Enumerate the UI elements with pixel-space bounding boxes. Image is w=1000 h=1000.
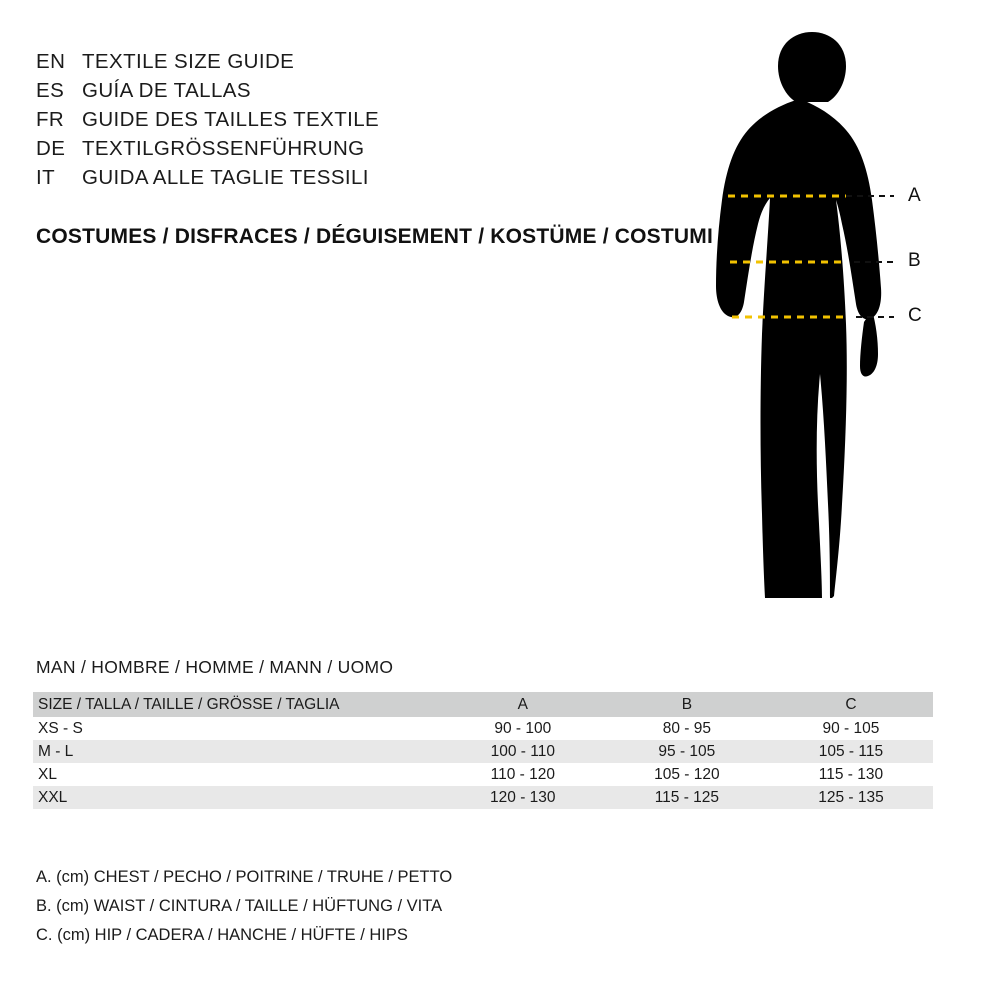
cell-b: 80 - 95 [662,719,711,737]
footnote-b: B. (cm) WAIST / CINTURA / TAILLE / HÜFTUNG / VITA [36,897,443,915]
table-row [33,763,933,786]
language-list [36,50,656,195]
language-code: IT [36,166,56,189]
cell-b: 95 - 105 [658,742,716,760]
footnote-list [36,863,452,950]
marker-label-a: A [908,185,921,206]
language-row [36,79,656,108]
table-body [33,717,933,809]
table-header [33,692,933,717]
cell-size: M - L [38,742,74,760]
cell-a: 100 - 110 [490,742,555,760]
cell-a: 110 - 120 [490,765,555,783]
cell-size: XL [38,765,57,783]
column-header-size: SIZE / TALLA / TAILLE / GRÖSSE / TAGLIA [38,695,340,713]
marker-label-c: C [908,305,922,326]
column-header-b: B [681,695,693,713]
cell-c: 105 - 115 [818,742,884,760]
language-text: TEXTILGRÖSSENFÜHRUNG [82,137,365,160]
column-header-c: C [845,695,857,713]
table-header-row [33,692,933,717]
cell-size: XXL [38,788,68,806]
cell-c: 115 - 130 [818,765,884,783]
marker-label-b: B [908,250,921,271]
language-row [36,137,656,166]
cell-c: 90 - 105 [822,719,880,737]
table-row [33,717,933,740]
cell-b: 105 - 120 [654,765,720,783]
language-text: GUIDE DES TAILLES TEXTILE [82,108,380,131]
cell-a: 90 - 100 [494,719,552,737]
cell-a: 120 - 130 [490,788,556,806]
language-code: ES [36,79,65,102]
body-silhouette-figure [660,24,980,624]
language-code: DE [36,137,66,160]
language-row [36,108,656,137]
language-row [36,166,656,195]
category-line: COSTUMES / DISFRACES / DÉGUISEMENT / KOSTÜME / COSTUMI [36,225,714,248]
column-header-a: A [517,695,528,713]
language-text: GUIDA ALLE TAGLIE TESSILI [82,166,369,189]
silhouette-icon [660,24,980,624]
cell-b: 115 - 125 [654,788,720,806]
size-table [33,692,933,809]
language-text: TEXTILE SIZE GUIDE [82,50,295,73]
cell-size: XS - S [38,719,83,737]
language-code: FR [36,108,65,131]
language-code: EN [36,50,66,73]
language-row [36,50,656,79]
footnote-a: A. (cm) CHEST / PECHO / POITRINE / TRUHE / PETTO [36,868,453,886]
table-row [33,786,933,809]
cell-c: 125 - 135 [818,788,884,806]
language-text: GUÍA DE TALLAS [82,79,251,102]
footnote-c: C. (cm) HIP / CADERA / HANCHE / HÜFTE / HIPS [36,926,408,944]
table-title: MAN / HOMBRE / HOMME / MANN / UOMO [36,657,394,677]
table-row [33,740,933,763]
